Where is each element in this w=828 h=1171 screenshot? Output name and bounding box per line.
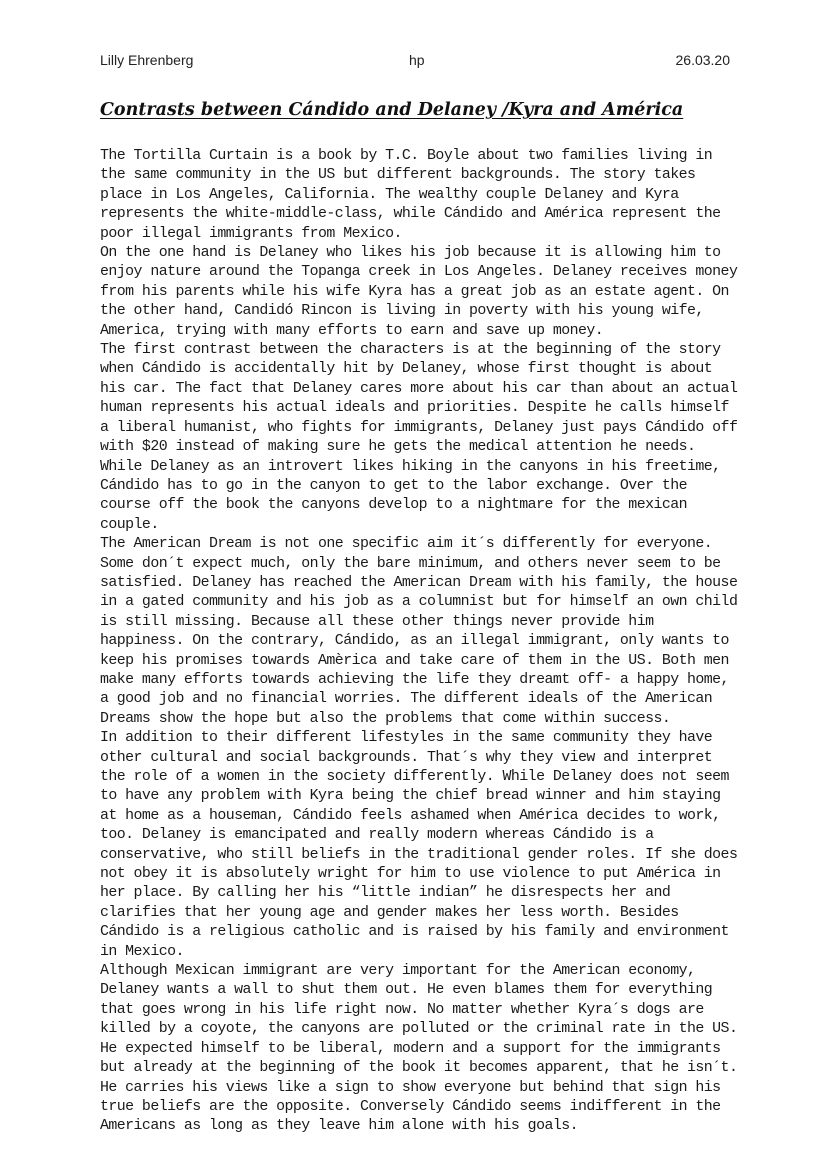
paragraph-immigration-views: Although Mexican immigrant are very important for the American economy, Delaney wants a wall to shut them out. He even blames them for everything that goes wrong in his life right now. No matter whether Kyra´s dogs are killed by a coyote, the canyons are polluted or the criminal rate in the US. He expected himself to be liberal, modern and a support for the immigrants but already at the beginning of the book it becomes apparent, that he isn´t. He carries his views like a sign to show everyone but behind that sign his true beliefs are the opposite. Conversely Cándido seems indifferent in the Americans as long as they leave him alone with his goals. xyxy=(100,963,738,1135)
paragraph-american-dream: The American Dream is not one specific aim it´s differently for everyone. Some don´t expect much, only the bare minimum, and others never seem to be satisfied. Delaney has reached the American Dream with his family, the house in a gated community and his job as a columnist but for himself an own child is still missing. Because all these other things never provide him happiness. On the contrary, Cándido, as an illegal immigrant, only wants to keep his promises towards Amèrica and take care of them in the US. Both men make many efforts towards achieving the life they dreamt off- a happy home, a good job and no financial worries. The different ideals of the American Dreams show the hope but also the problems that come within success. xyxy=(100,536,738,727)
paragraph-canyons: While Delaney as an introvert likes hiking in the canyons in his freetime, Cándido has to go in the canyon to get to the labor exchange. Over the course off the book the canyons develop to a nightmare for the mexican couple. xyxy=(100,458,721,533)
paragraph-introduction: The Tortilla Curtain is a book by T.C. Boyle about two families living in the same community in the US but different backgrounds. The story takes place in Los Angeles, California. The wealthy couple Delaney and Kyra represents the white-middle-class, while Cándido and América represent the poor illegal immigrants from Mexico. xyxy=(100,148,721,242)
paragraph-family-comparison: On the one hand is Delaney who likes his job because it is allowing him to enjoy nature around the Topanga creek in Los Angeles. Delaney receives money from his parents while his wife Kyra has a great job as an estate agent. On the other hand, Candidó Rincon is living in poverty with his young wife, America, trying with many efforts to earn and save up money. xyxy=(100,245,738,339)
page-header xyxy=(100,52,730,72)
paragraph-gender-roles: In addition to their different lifestyles in the same community they have other cultural and social backgrounds. That´s why they view and interpret the role of a women in the society differently. While Delaney does not seem to have any problem with Kyra being the chief bread winner and him staying at home as a houseman, Cándido feels ashamed when América decides to work, too. Delaney is emancipated and really modern whereas Cándido is a conservative, who still beliefs in the traditional gender roles. If she does not obey it is absolutely wright for him to use violence to put América in her place. By calling her his “little indian” he disrespects her and clarifies that her young age and gender makes her less worth. Besides Cándido is a religious catholic and is raised by his family and environment in Mexico. xyxy=(100,730,738,960)
essay-body xyxy=(100,147,740,1137)
course-label: hp xyxy=(409,52,425,68)
author-name: Lilly Ehrenberg xyxy=(100,52,194,68)
document-title: Contrasts between Cándido and Delaney /Kyra and América xyxy=(100,100,684,120)
document-date: 26.03.20 xyxy=(675,52,730,68)
paragraph-first-contrast: The first contrast between the characters is at the beginning of the story when Cándido is accidentally hit by Delaney, whose first thought is about his car. The fact that Delaney cares more about his car than about an actual human represents his actual ideals and priorities. Despite he calls himself a liberal humanist, who fights for immigrants, Delaney just pays Cándido off with $20 instead of making sure he gets the medical attention he needs. xyxy=(100,342,738,456)
